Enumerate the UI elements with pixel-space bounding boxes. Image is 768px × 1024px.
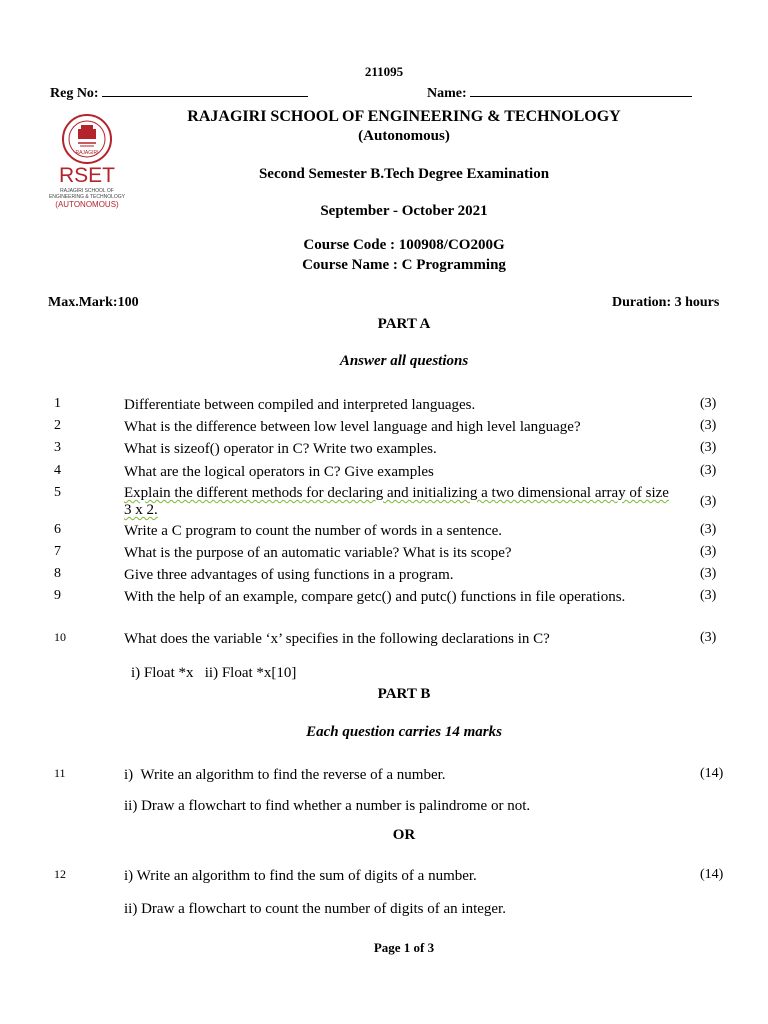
question-marks: (3)	[700, 463, 717, 478]
question-text: What are the logical operators in C? Give examples	[124, 464, 434, 480]
question-number: 9	[54, 588, 61, 603]
question-marks: (3)	[700, 544, 717, 559]
part-b-title: PART B	[377, 686, 431, 702]
question-number: 10	[54, 630, 66, 644]
question-part: i) Write an algorithm to find the reverse of a number.	[124, 767, 446, 783]
part-a-instruction: Answer all questions	[339, 353, 469, 369]
question-number: 5	[54, 485, 61, 500]
max-mark: Max.Mark:100	[48, 295, 139, 310]
institution-name: RAJAGIRI SCHOOL OF ENGINEERING & TECHNOLOGY	[187, 108, 621, 125]
question-number: 6	[54, 522, 61, 537]
question-marks: (3)	[700, 588, 717, 603]
question-marks: (14)	[700, 867, 724, 882]
question-marks: (14)	[700, 766, 724, 781]
name-line	[470, 96, 692, 97]
question-part: i) Write an algorithm to find the sum of digits of a number.	[124, 868, 477, 884]
reg-no-line	[102, 96, 308, 97]
question-marks: (3)	[700, 522, 717, 537]
question-text: Write a C program to count the number of words in a sentence.	[124, 523, 503, 539]
question-number: 12	[54, 867, 66, 881]
exam-session: September - October 2021	[320, 203, 488, 219]
question-number: 11	[54, 766, 66, 780]
question-text: What does the variable ‘x’ specifies in the following declarations in C?	[124, 631, 550, 647]
paper-code: 211095	[364, 64, 404, 79]
reg-no-field	[50, 86, 308, 102]
question-part: ii) Draw a flowchart to find whether a number is palindrome or not.	[124, 798, 531, 814]
question-number: 4	[54, 463, 61, 478]
logo-line2: ENGINEERING & TECHNOLOGY	[48, 194, 126, 200]
name-field	[427, 86, 692, 102]
question-number: 1	[54, 396, 61, 411]
logo-caption	[44, 188, 130, 200]
seal-text: RAJAGIRI	[75, 150, 99, 156]
autonomous-label: (Autonomous)	[358, 128, 450, 144]
logo-autonomous: (AUTONOMOUS)	[55, 200, 119, 209]
course-name: Course Name : C Programming	[302, 257, 506, 273]
question-text: With the help of an example, compare getc() and putc() functions in file operations.	[124, 589, 626, 605]
question-text: What is the purpose of an automatic variable? What is its scope?	[124, 545, 512, 561]
question-text: What is the difference between low level language and high level language?	[124, 419, 581, 435]
question-marks: (3)	[700, 418, 717, 433]
question-number: 2	[54, 418, 61, 433]
question-number: 7	[54, 544, 61, 559]
question-marks: (3)	[700, 396, 717, 411]
course-code: Course Code : 100908/CO200G	[303, 237, 505, 253]
question-number: 3	[54, 440, 61, 455]
question-marks: (3)	[700, 440, 717, 455]
part-b-instruction: Each question carries 14 marks	[306, 724, 502, 740]
exam-title: Second Semester B.Tech Degree Examination	[258, 166, 550, 182]
logo-acronym: RSET	[58, 164, 115, 187]
duration: Duration: 3 hours	[612, 295, 720, 310]
question-text: Give three advantages of using functions in a program.	[124, 567, 454, 583]
question-subtext: i) Float *x ii) Float *x[10]	[131, 665, 297, 681]
question-marks: (3)	[700, 494, 717, 509]
part-a-title: PART A	[377, 316, 431, 332]
page-number: Page 1 of 3	[373, 940, 435, 955]
logo-line1: RAJAGIRI SCHOOL OF	[60, 188, 114, 194]
question-text: Explain the different methods for declaring and initializing a two dimensional array of size 3 x 2.	[124, 485, 669, 518]
question-number: 8	[54, 566, 61, 581]
question-text: What is sizeof() operator in C? Write two examples.	[124, 441, 437, 457]
or-separator: OR	[392, 827, 416, 843]
question-text: Differentiate between compiled and interpreted languages.	[124, 397, 476, 413]
question-marks: (3)	[700, 566, 717, 581]
question-part: ii) Draw a flowchart to count the number of digits of an integer.	[124, 901, 506, 917]
reg-no-label: Reg No:	[50, 86, 99, 101]
question-marks: (3)	[700, 630, 717, 645]
name-label: Name:	[427, 86, 467, 101]
